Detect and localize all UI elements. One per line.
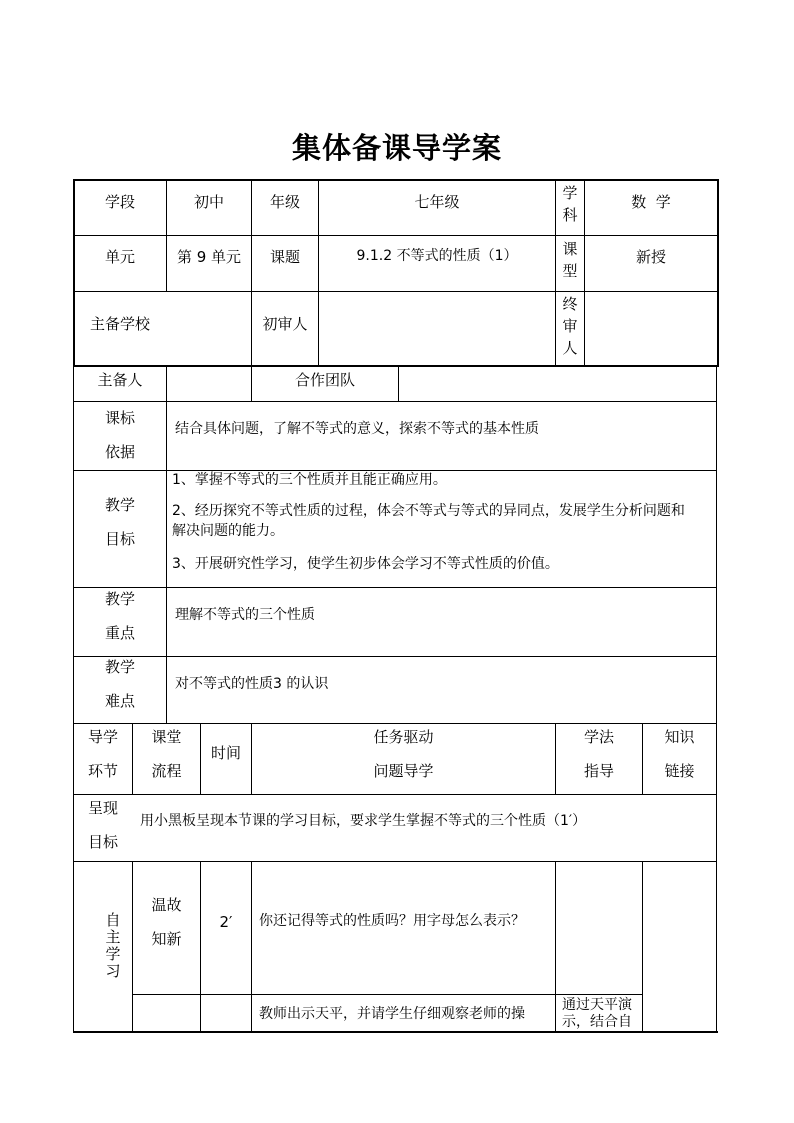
goals-label-line2: 目标 — [104, 530, 135, 548]
difficulty-text: 对不等式的性质3 的认识 — [175, 676, 329, 692]
key-point-label — [74, 582, 166, 650]
table-border — [717, 179, 719, 367]
key-point-label-line2: 重点 — [104, 624, 135, 642]
review-task: 你还记得等式的性质吗？用字母怎么表示？ — [259, 913, 525, 929]
final-reviewer-label: 终审人 — [562, 295, 578, 357]
process-col-flow — [133, 720, 200, 788]
review-label-line2: 知新 — [151, 930, 182, 948]
type-label: 课型 — [562, 240, 578, 280]
table-border — [716, 367, 717, 1033]
demo-method-line2: 示，结合自 — [562, 1014, 632, 1030]
table-rule — [398, 367, 399, 401]
process-col-method-line1: 学法 — [583, 728, 614, 746]
table-rule — [73, 587, 717, 588]
team-label: 合作团队 — [294, 371, 355, 389]
stage-value: 初中 — [193, 193, 224, 211]
table-rule — [251, 861, 252, 1032]
process-col-stage — [74, 720, 132, 788]
process-col-link — [643, 720, 716, 788]
process-col-stage-line2: 环节 — [87, 762, 118, 780]
review-label — [133, 888, 200, 956]
standard-label-line1: 课标 — [104, 409, 135, 427]
table-rule — [166, 367, 167, 723]
unit-label: 单元 — [104, 248, 135, 266]
grade-label: 年级 — [269, 193, 300, 211]
topic-value: 9.1.2 不等式的性质（1） — [356, 248, 518, 264]
type-value: 新授 — [635, 248, 666, 266]
standard-label — [74, 401, 166, 469]
goal-item-2-line2: 解决问题的能力。 — [172, 523, 284, 539]
present-label-line2: 目标 — [87, 833, 118, 851]
demo-method-line1: 通过天平演 — [562, 997, 632, 1013]
unit-value: 第 9 单元 — [176, 248, 242, 266]
standard-text: 结合具体问题，了解不等式的意义，探索不等式的基本性质 — [175, 421, 539, 437]
process-col-link-line2: 链接 — [664, 762, 695, 780]
table-rule — [73, 235, 718, 236]
table-rule — [73, 291, 718, 292]
review-time: 2′ — [219, 913, 233, 931]
review-label-line1: 温故 — [151, 896, 182, 914]
process-col-method-line2: 指导 — [583, 762, 614, 780]
topic-label: 课题 — [269, 248, 300, 266]
table-rule — [642, 861, 643, 1032]
table-rule — [200, 861, 201, 1032]
goal-item-3: 3、开展研究性学习，使学生初步体会学习不等式性质的价值。 — [172, 556, 559, 572]
present-label-line1: 呈现 — [87, 799, 118, 817]
goals-label — [74, 488, 166, 556]
subject-label: 学科 — [562, 184, 578, 224]
table-rule — [73, 861, 717, 862]
process-col-flow-line2: 流程 — [151, 762, 182, 780]
document-title: 集体备课导学案 — [291, 131, 502, 165]
process-col-time: 时间 — [210, 744, 241, 762]
table-rule — [73, 656, 717, 657]
self-study-label: 自主学习 — [105, 911, 121, 980]
table-border — [73, 179, 718, 181]
process-col-link-line1: 知识 — [664, 728, 695, 746]
table-rule — [555, 861, 556, 1032]
table-rule — [73, 470, 717, 471]
present-label — [74, 791, 132, 859]
process-col-method — [556, 720, 642, 788]
process-col-stage-line1: 导学 — [87, 728, 118, 746]
subject-value: 数 学 — [631, 193, 671, 211]
difficulty-label-line1: 教学 — [104, 658, 135, 676]
first-reviewer-label: 初审人 — [262, 315, 308, 333]
goals-label-line1: 教学 — [104, 496, 135, 514]
grade-value: 七年级 — [414, 193, 460, 211]
key-point-label-line1: 教学 — [104, 590, 135, 608]
difficulty-label — [74, 650, 166, 718]
process-col-flow-line1: 课堂 — [151, 728, 182, 746]
table-rule — [73, 401, 717, 402]
process-col-task — [252, 720, 555, 788]
goal-item-2-line1: 2、经历探究不等式性质的过程，体会不等式与等式的异同点，发展学生分析问题和 — [172, 503, 685, 519]
table-rule — [73, 794, 717, 795]
table-rule — [132, 994, 642, 995]
present-text: 用小黑板呈现本节课的学习目标，要求学生掌握不等式的三个性质（1′） — [140, 813, 587, 829]
process-col-task-line2: 问题导学 — [373, 762, 434, 780]
difficulty-label-line2: 难点 — [104, 692, 135, 710]
stage-label: 学段 — [104, 193, 135, 211]
key-point-text: 理解不等式的三个性质 — [175, 607, 315, 623]
preparer-label: 主备人 — [97, 371, 143, 389]
demo-task: 教师出示天平，并请学生仔细观察老师的操 — [259, 1006, 525, 1022]
process-col-task-line1: 任务驱动 — [373, 728, 434, 746]
standard-label-line2: 依据 — [104, 443, 135, 461]
goal-item-1: 1、掌握不等式的三个性质并且能正确应用。 — [172, 472, 447, 488]
school-label: 主备学校 — [89, 315, 150, 333]
table-border — [73, 365, 718, 367]
